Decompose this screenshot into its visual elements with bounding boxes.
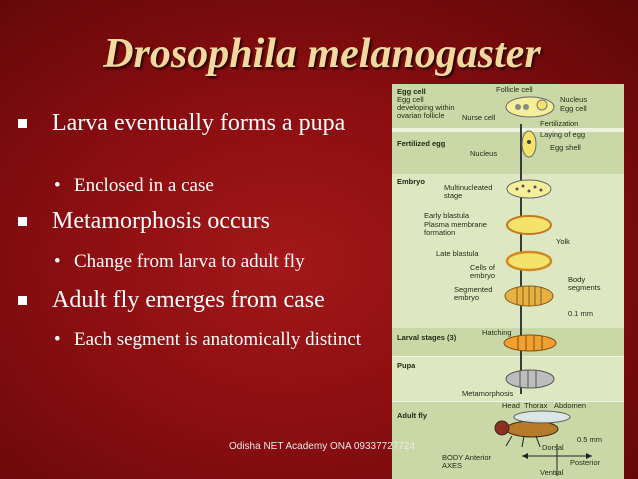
label-nucleus: Nucleus bbox=[560, 95, 588, 104]
square-bullet-icon bbox=[18, 217, 27, 226]
bullet-3-text: Adult fly emerges from case bbox=[52, 287, 325, 313]
adult-fly-icon bbox=[495, 411, 570, 447]
label-abdomen: Abdomen bbox=[554, 401, 587, 410]
square-bullet-icon bbox=[18, 296, 27, 305]
label-scale-1: 0.1 mm bbox=[568, 309, 594, 318]
label-ventral: Ventral bbox=[540, 468, 564, 477]
bullet-1-sub-text: Enclosed in a case bbox=[74, 175, 214, 196]
label-adult-fly: Adult fly bbox=[397, 411, 427, 420]
label-head: Head bbox=[502, 401, 520, 410]
label-segmented-embryo: Segmented embryo bbox=[454, 285, 493, 302]
label-posterior: Posterior bbox=[570, 458, 601, 467]
label-fertilized-egg: Fertilized egg bbox=[397, 139, 446, 148]
multinucleated-embryo-icon bbox=[507, 180, 551, 198]
label-late-blastula: Late blastula bbox=[436, 249, 479, 258]
label-yolk: Yolk bbox=[556, 237, 570, 246]
label-early-blastula: Early blastula bbox=[424, 211, 470, 220]
larva-icon bbox=[504, 335, 556, 351]
late-blastula-icon bbox=[507, 252, 551, 270]
slide-title: Drosophila melanogaster bbox=[103, 31, 541, 77]
label-metamorphosis: Metamorphosis bbox=[462, 389, 514, 398]
pupa-icon bbox=[506, 370, 554, 388]
label-scale-2: 0.5 mm bbox=[577, 435, 603, 444]
label-hatching: Hatching bbox=[482, 328, 512, 337]
label-cells-of-embryo: Cells of embryo bbox=[470, 263, 496, 280]
bullet-3-sub-text: Each segment is anatomically distinct bbox=[74, 329, 362, 350]
label-dorsal: Dorsal bbox=[542, 443, 564, 452]
label-follicle-cell: Follicle cell bbox=[496, 85, 533, 94]
label-body-axes: BODY Anterior AXES bbox=[442, 453, 492, 470]
fertilized-egg-icon bbox=[522, 131, 536, 157]
label-larval-stages: Larval stages (3) bbox=[397, 333, 457, 342]
early-blastula-icon bbox=[507, 216, 551, 234]
label-embryo: Embryo bbox=[397, 177, 425, 186]
dot-bullet-icon: • bbox=[54, 175, 61, 196]
label-nucleus-2: Nucleus bbox=[470, 149, 498, 158]
square-bullet-icon bbox=[18, 119, 27, 128]
dot-bullet-icon: • bbox=[54, 329, 61, 350]
development-diagram bbox=[392, 84, 624, 479]
follicle-icon bbox=[506, 97, 554, 117]
label-egg-cell-desc: Egg cell developing within ovarian follicle bbox=[397, 95, 455, 120]
bullet-1-text: Larva eventually forms a pupa bbox=[52, 110, 346, 136]
watermark-text: Odisha NET Academy ONA 09337727724 bbox=[229, 441, 416, 452]
bullet-2-sub-text: Change from larva to adult fly bbox=[74, 251, 305, 272]
label-nurse-cell: Nurse cell bbox=[462, 113, 496, 122]
label-egg-cell: Egg cell bbox=[397, 87, 426, 96]
label-fertilization: Fertilization bbox=[540, 119, 579, 128]
label-laying-of-egg: Laying of egg bbox=[540, 130, 586, 139]
label-egg-cell-small: Egg cell bbox=[560, 104, 587, 113]
label-multinucleated: Multinucleated stage bbox=[444, 183, 493, 200]
label-plasma-membrane: Plasma membrane formation bbox=[424, 220, 487, 237]
label-pupa: Pupa bbox=[397, 361, 416, 370]
dot-bullet-icon: • bbox=[54, 251, 61, 272]
segmented-embryo-icon bbox=[505, 286, 553, 306]
label-body-segments: Body segments bbox=[568, 275, 601, 292]
label-thorax: Thorax bbox=[524, 401, 548, 410]
bullet-2-text: Metamorphosis occurs bbox=[52, 208, 270, 234]
label-egg-shell: Egg shell bbox=[550, 143, 581, 152]
